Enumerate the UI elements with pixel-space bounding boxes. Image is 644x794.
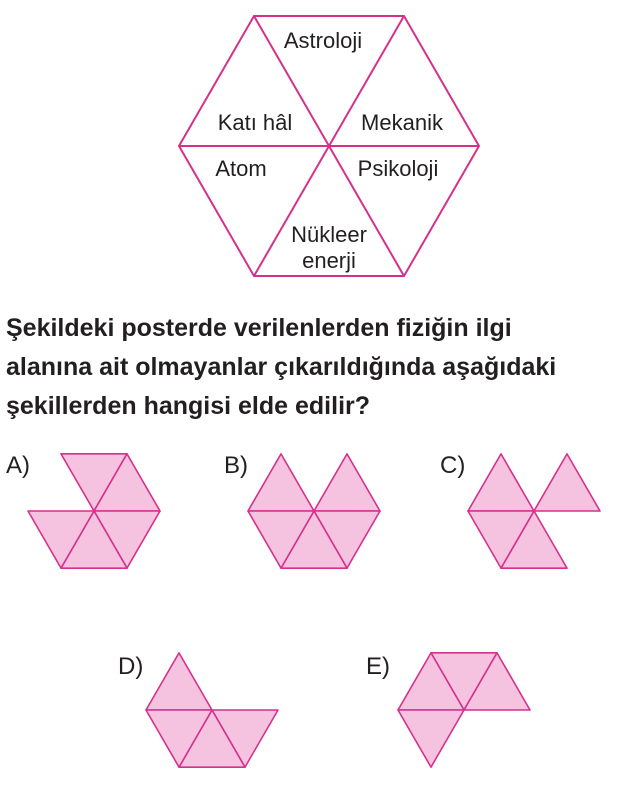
option-c-triangle-upper-left bbox=[468, 454, 534, 511]
option-d-label[interactable]: D) bbox=[118, 653, 144, 680]
option-a-label[interactable]: A) bbox=[6, 452, 30, 479]
poster-label-astroloji: Astroloji bbox=[283, 27, 363, 53]
option-d-triangle-upper-left bbox=[146, 653, 212, 710]
poster-label-nukleer: Nükleer bbox=[291, 221, 367, 247]
question-stem bbox=[6, 314, 556, 420]
option-c-figure[interactable] bbox=[468, 454, 600, 568]
question-line-1: Şekildeki posterde verilenlerden fiziğin ilgi bbox=[6, 314, 512, 342]
option-b-label[interactable]: B) bbox=[224, 452, 248, 479]
poster-label-psikoloji: Psikoloji bbox=[357, 155, 439, 181]
option-e-label[interactable]: E) bbox=[366, 653, 390, 680]
option-c-label[interactable]: C) bbox=[440, 452, 466, 479]
option-a-figure[interactable] bbox=[28, 454, 160, 568]
option-d-figure[interactable] bbox=[146, 653, 278, 767]
option-b-triangle-upper-right bbox=[314, 454, 380, 511]
poster-label-atom: Atom bbox=[215, 155, 267, 181]
question-line-3: şekillerden hangisi elde edilir? bbox=[6, 392, 371, 420]
poster-label-kati-hal: Katı hâl bbox=[217, 109, 293, 135]
option-e-figure[interactable] bbox=[398, 653, 530, 767]
question-line-2: alanına ait olmayanlar çıkarıldığında aşağıdaki bbox=[6, 353, 557, 381]
option-c-triangle-upper-right bbox=[534, 454, 600, 511]
option-e-triangle-lower-left bbox=[398, 710, 464, 767]
poster-label-enerji: enerji bbox=[302, 247, 356, 273]
option-b-figure[interactable] bbox=[248, 454, 380, 568]
poster-label-mekanik: Mekanik bbox=[361, 109, 443, 135]
option-b-triangle-upper-left bbox=[248, 454, 314, 511]
poster-hexagon bbox=[179, 16, 479, 276]
